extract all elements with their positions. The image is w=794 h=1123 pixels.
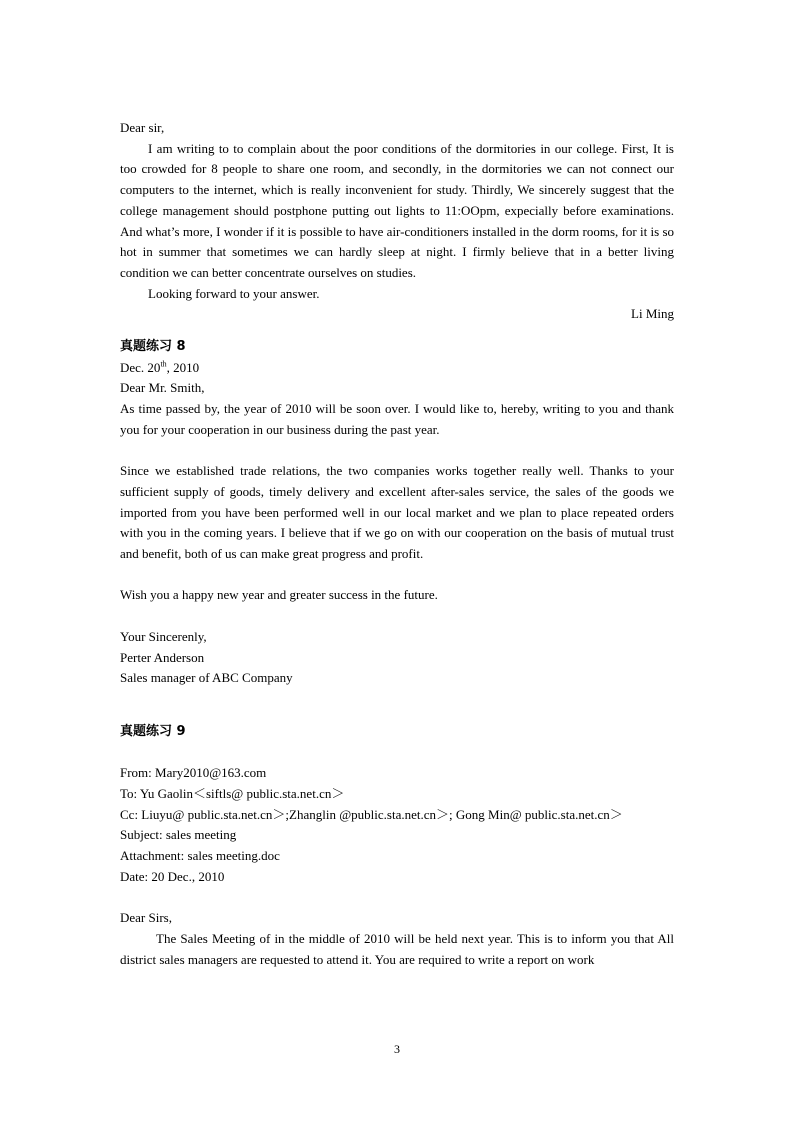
email-attachment: Attachment: sales meeting.doc: [120, 848, 280, 864]
date-superscript: th: [160, 359, 167, 369]
exercise8-paragraph-2: Since we established trade relations, the two companies works together really well. Thanks to your sufficient supply of goods, timely delivery and excellent after-sales service, the sales of the goods we imported from you have been performed well in our local market and we plan to place repeated orders with you in the coming years. I believe that if we go on with our cooperation on the basis of mutual trust and benefit, both of us can make great progress and profit.: [120, 463, 674, 562]
exercise-9-section: [120, 722, 674, 970]
exercise8-date: [120, 358, 674, 379]
exercise9-heading: 真题练习 9: [120, 723, 186, 739]
exercise8-sign-off: Your Sincerenly,: [120, 628, 207, 644]
exercise-8-section: [120, 337, 674, 689]
letter1-body: I am writing to to complain about the poor conditions of the dormitories in our college. First, It is too crowded for 8 people to share one room, and secondly, in the dormitories we can not connect our computers to the internet, which is really inconvenient for study. Thirdly, We sincerely suggest that the college management should postphone putting out lights to 11:OOpm, expecially before examinations. And what’s more, I wonder if it is possible to have air-conditioners installed in the dorm rooms, for it is so hot in summer that sometimes we can hardly sleep at night. I firmly believe that in a better living condition we can better concentrate ourselves on studies.: [120, 140, 674, 280]
spacer: [120, 606, 674, 627]
letter1-closing: Looking forward to your answer.: [148, 285, 320, 301]
exercise8-heading: 真题练习 8: [120, 339, 186, 355]
date-main: Dec. 20: [120, 359, 161, 375]
exercise8-sender-title: Sales manager of ABC Company: [120, 670, 293, 686]
email-to: To: Yu Gaolin＜siftls@ public.sta.net.cn＞: [120, 786, 345, 802]
page-number: 3: [394, 1042, 400, 1056]
exercise8-paragraph-1: As time passed by, the year of 2010 will be soon over. I would like to, hereby, writing to you and thank you for your cooperation in our business during the past year.: [120, 401, 674, 437]
spacer: [120, 743, 674, 764]
exercise8-salutation: Dear Mr. Smith,: [120, 380, 205, 396]
email-date: Date: 20 Dec., 2010: [120, 868, 225, 884]
spacer: [120, 689, 674, 722]
letter1-salutation: Dear sir,: [120, 120, 165, 135]
letter1-signature: Li Ming: [631, 306, 674, 322]
spacer: [120, 325, 674, 337]
spacer: [120, 565, 674, 586]
email-from: From: Mary2010@163.com: [120, 765, 267, 781]
exercise8-paragraph-3: Wish you a happy new year and greater success in the future.: [120, 587, 438, 603]
document-page: [120, 118, 674, 970]
email-subject: Subject: sales meeting: [120, 827, 237, 843]
date-year: , 2010: [166, 359, 200, 375]
letter-complaint: [120, 118, 674, 325]
spacer: [120, 441, 674, 462]
exercise8-sender-name: Perter Anderson: [120, 649, 205, 665]
exercise9-salutation: Dear Sirs,: [120, 910, 172, 926]
email-cc: Cc: Liuyu@ public.sta.net.cn＞;Zhanglin @public.sta.net.cn＞; Gong Min@ public.sta.net.cn＞: [120, 806, 623, 822]
exercise9-body: The Sales Meeting of in the middle of 2010 will be held next year. This is to inform you that All district sales managers are requested to attend it. You are required to write a report on work: [120, 930, 674, 967]
spacer: [120, 888, 674, 909]
